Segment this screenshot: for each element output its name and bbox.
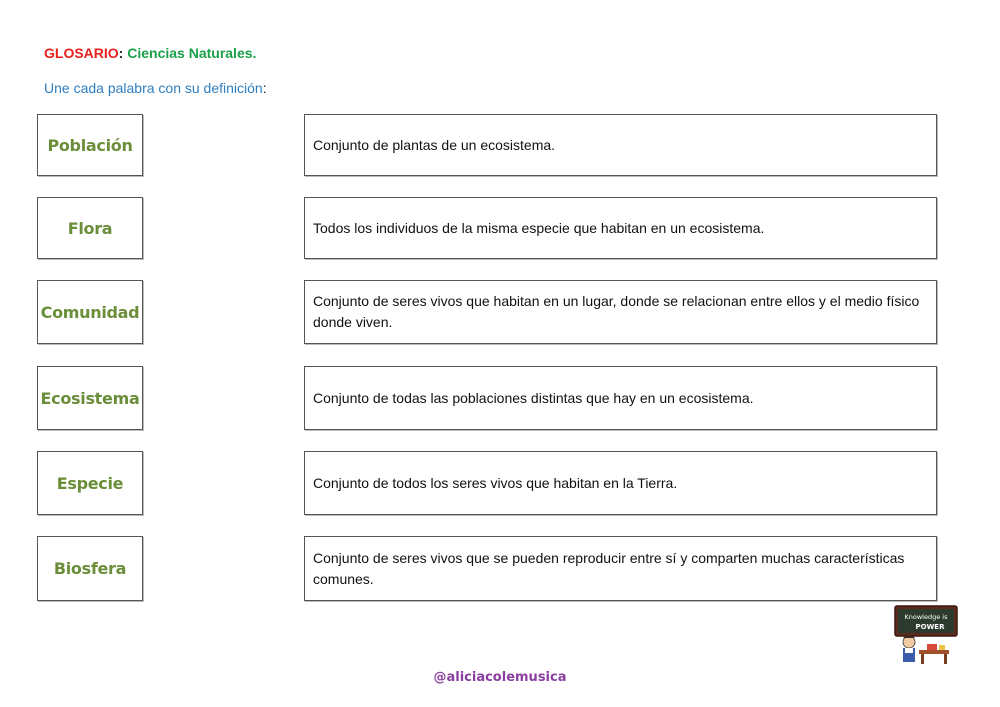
author-credit: @aliciacolemusica — [433, 670, 567, 685]
title-label: GLOSARIO — [44, 45, 119, 61]
word-label: Flora — [67, 218, 113, 238]
instruction-text — [44, 80, 267, 96]
definition-box-3[interactable] — [304, 280, 937, 344]
definition-box-2[interactable] — [304, 197, 937, 259]
definition-text: Conjunto de seres vivos que habitan en un lugar, donde se relacionan entre ellos y el medio físico donde viven. — [313, 293, 920, 330]
word-label: Ecosistema — [40, 388, 140, 408]
word-label: Población — [47, 135, 133, 155]
definition-text: Conjunto de todas las poblaciones distintas que hay en un ecosistema. — [313, 389, 754, 406]
definition-box-4[interactable] — [304, 366, 937, 430]
logo-text-line2: POWER — [915, 623, 945, 631]
word-box-biosfera[interactable] — [37, 536, 143, 601]
logo-text-line1: Knowledge is — [904, 613, 948, 621]
instruction-colon: : — [262, 80, 267, 96]
definition-box-1[interactable] — [304, 114, 937, 176]
knowledge-is-power-logo-icon — [893, 604, 959, 666]
word-label: Biosfera — [53, 559, 127, 578]
word-label: Especie — [56, 473, 124, 493]
definition-text: Todos los individuos de la misma especie que habitan en un ecosistema. — [313, 219, 765, 236]
word-box-especie[interactable] — [37, 451, 143, 515]
word-box-flora[interactable] — [37, 197, 143, 259]
definition-text: Conjunto de todos los seres vivos que habitan en la Tierra. — [313, 474, 678, 491]
title-colon: : — [118, 45, 124, 61]
definition-box-5[interactable] — [304, 451, 937, 515]
word-box-ecosistema[interactable] — [37, 366, 143, 430]
word-box-poblacion[interactable] — [37, 114, 143, 176]
instruction-label: Une cada palabra con su definición — [44, 80, 263, 96]
definition-text: Conjunto de seres vivos que se pueden reproducir entre sí y comparten muchas características comunes. — [313, 549, 905, 587]
worksheet-title — [44, 45, 256, 61]
word-label: Comunidad — [40, 302, 140, 322]
word-box-comunidad[interactable] — [37, 280, 143, 344]
title-subject: Ciencias Naturales. — [127, 45, 257, 61]
definition-box-6[interactable] — [304, 536, 937, 601]
definition-text: Conjunto de plantas de un ecosistema. — [313, 136, 556, 153]
